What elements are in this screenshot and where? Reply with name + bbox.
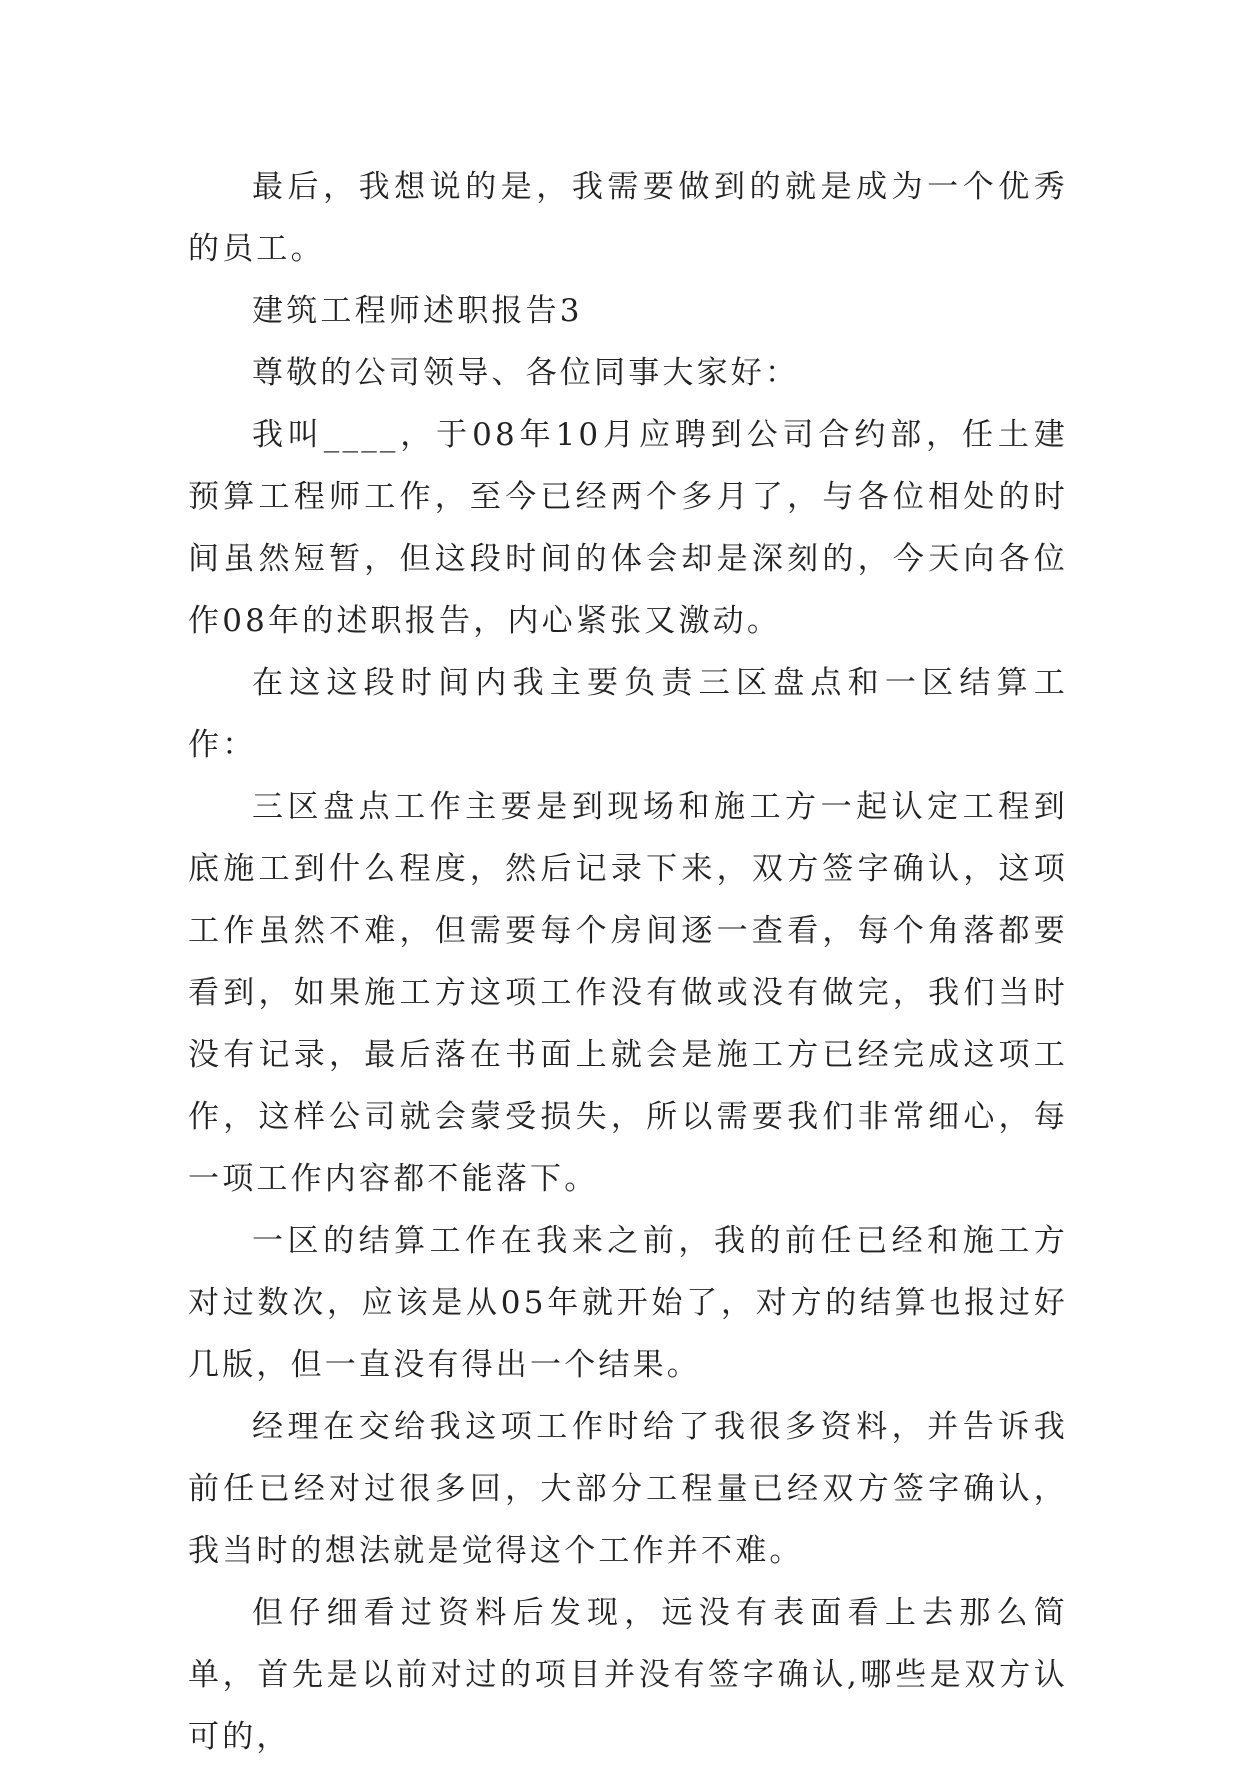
paragraph-duties: 在这这段时间内我主要负责三区盘点和一区结算工作： [188,665,1068,763]
paragraph-inventory: 三区盘点工作主要是到现场和施工方一起认定工程到底施工到什么程度，然后记录下来，双方签字确认，这项工作虽然不难，但需要每个房间逐一查看，每个角落都要看到，如果施工方这项工作没有做或没有做完，我们当时没有记录，最后落在书面上就会是施工方已经完成这项工作，这样公司就会蒙受损失，所以需要我们非常细心，每一项工作内容都不能落下。 [188,789,1068,1197]
salutation: 尊敬的公司领导、各位同事大家好： [252,355,800,391]
paragraph-closing: 最后，我想说的是，我需要做到的就是成为一个优秀的员工。 [188,169,1068,267]
paragraph-manager: 经理在交给我这项工作时给了我很多资料，并告诉我前任已经对过很多回，大部分工程量已经双方签字确认，我当时的想法就是觉得这个工作并不难。 [188,1409,1068,1569]
paragraph-settlement: 一区的结算工作在我来之前，我的前任已经和施工方对过数次，应该是从05年就开始了，对方的结算也报过好几版，但一直没有得出一个结果。 [188,1223,1068,1383]
document-body [188,156,1068,1768]
section-heading: 建筑工程师述职报告3 [252,293,583,329]
paragraph-intro: 我叫____，于08年10月应聘到公司合约部，任土建预算工程师工作，至今已经两个多月了，与各位相处的时间虽然短暂，但这段时间的体会却是深刻的，今天向各位作08年的述职报告，内心紧张又激动。 [188,417,1068,639]
paragraph-findings: 但仔细看过资料后发现，远没有表面看上去那么简单，首先是以前对过的项目并没有签字确认,哪些是双方认可的， [188,1595,1068,1755]
